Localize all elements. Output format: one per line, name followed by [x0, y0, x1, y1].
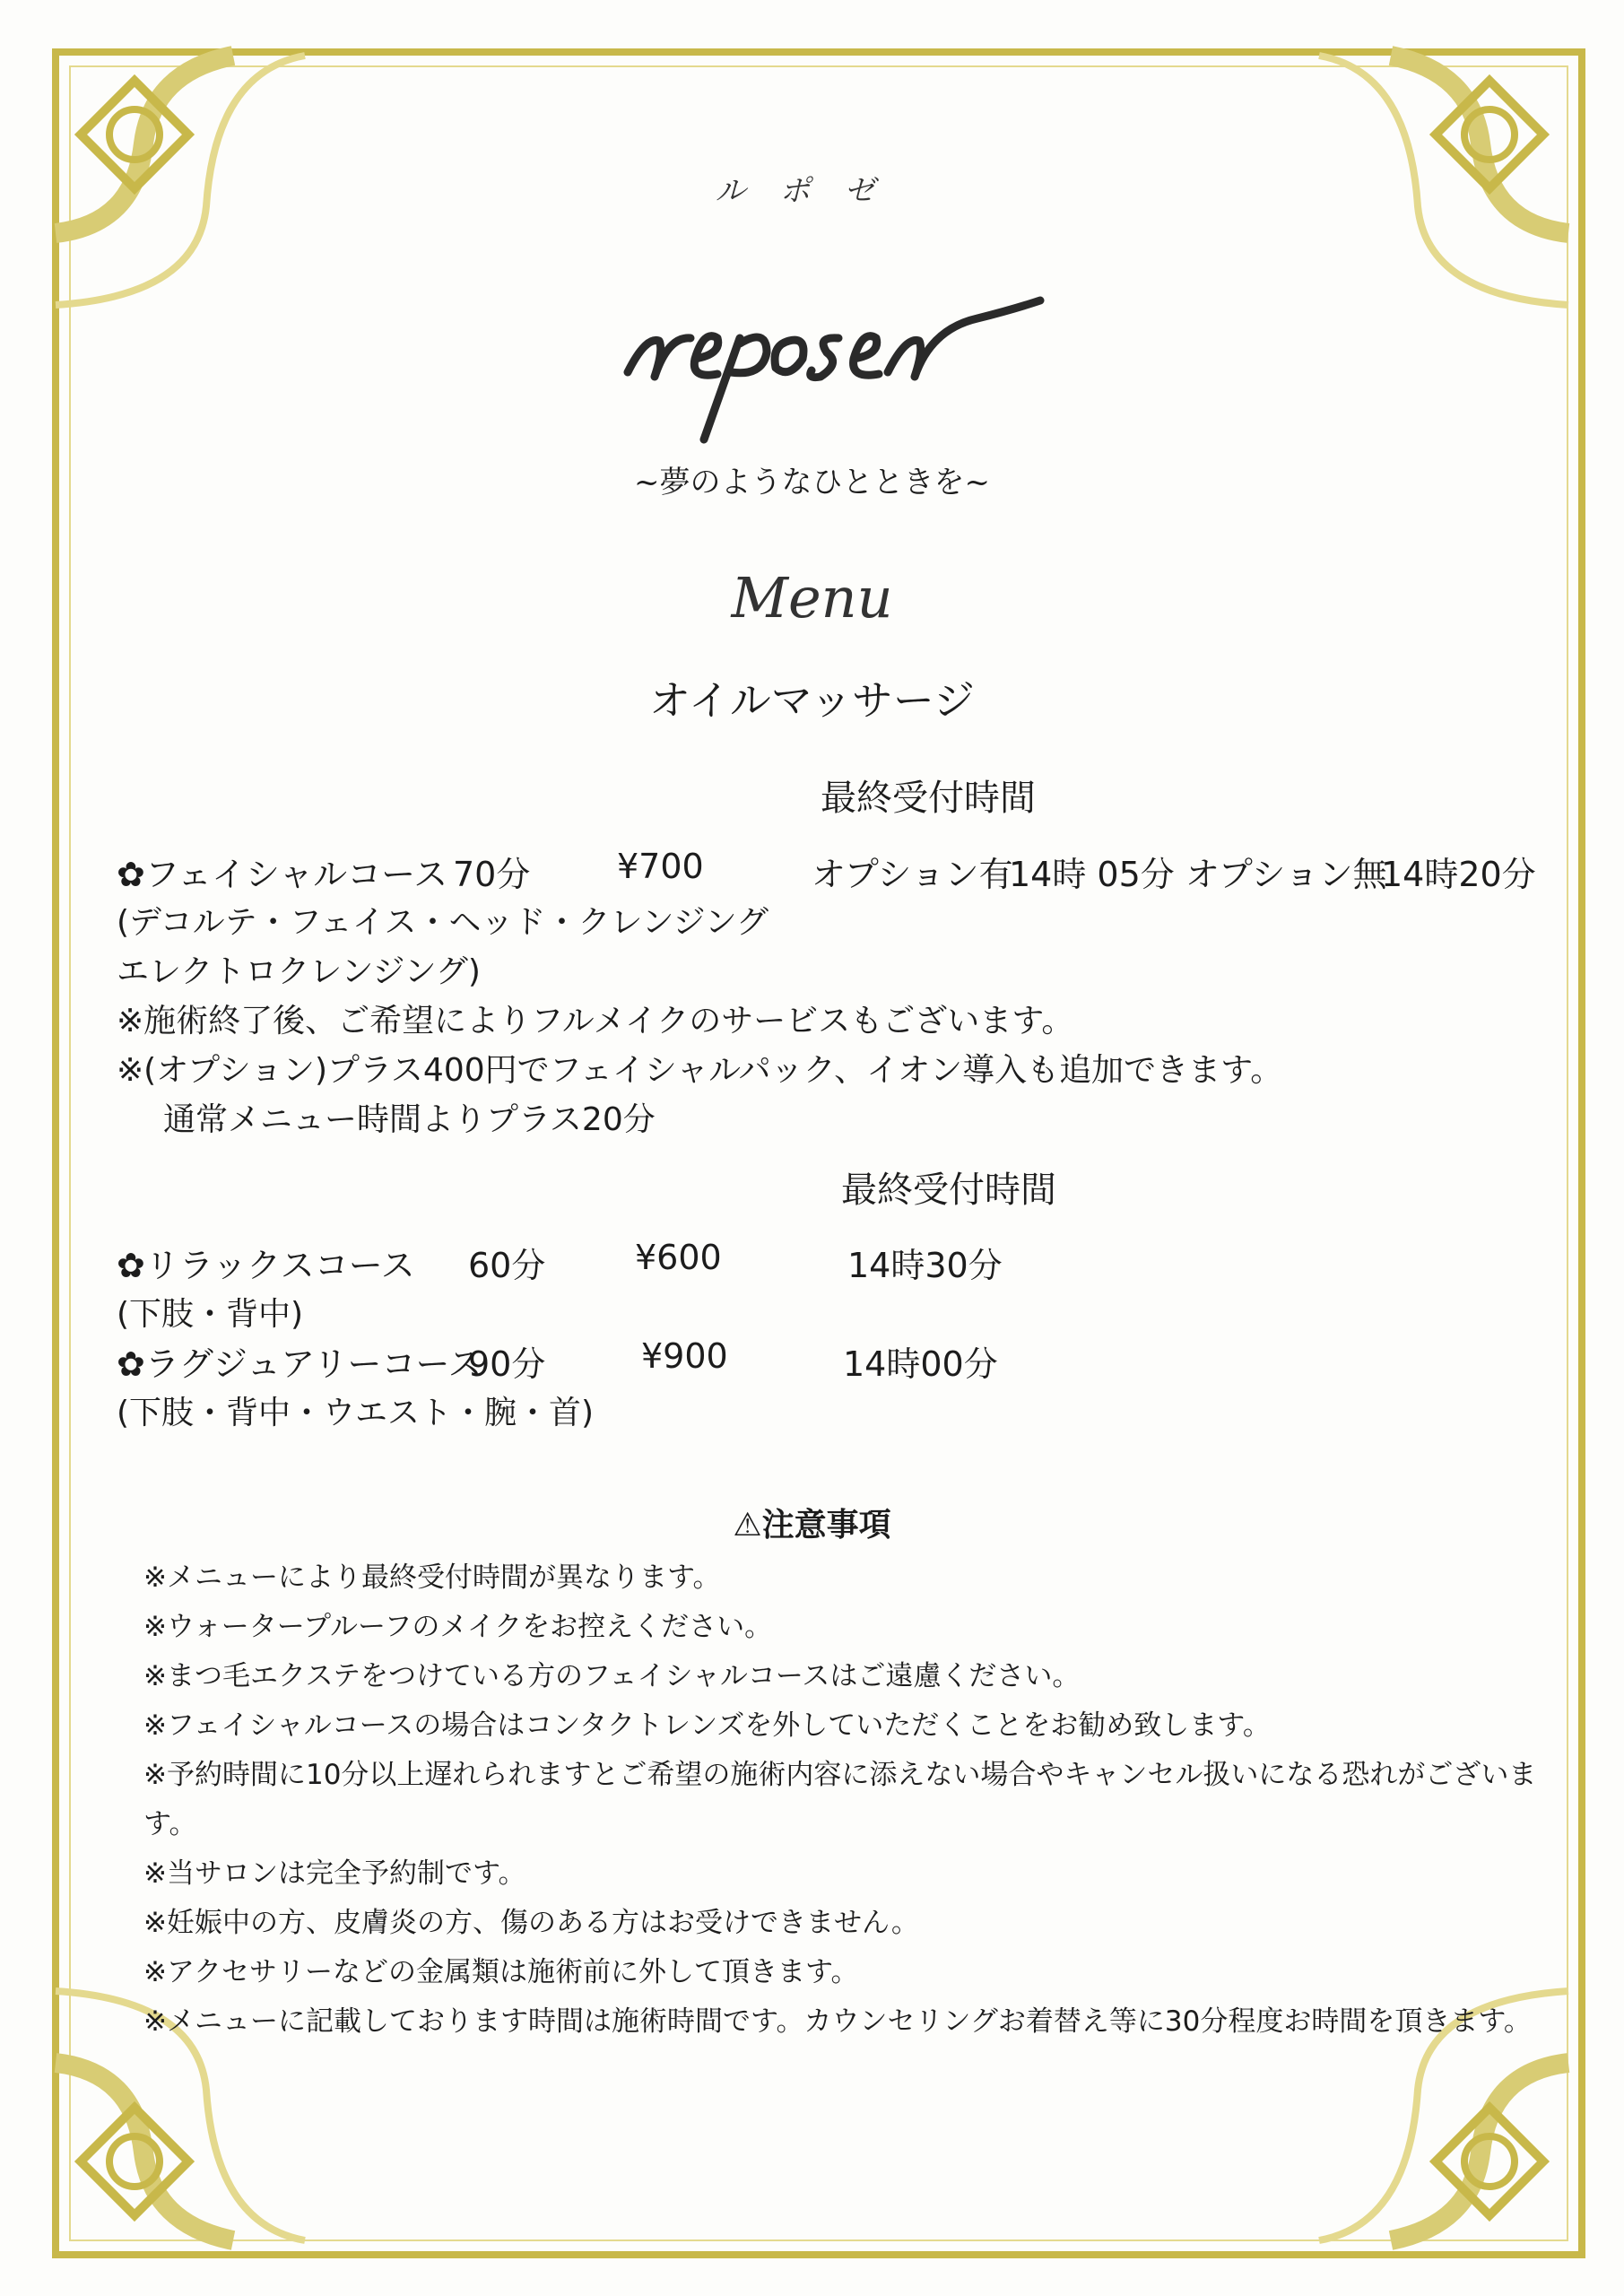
- notice-item: ※予約時間に10分以上遅れられますとご希望の施術内容に添えない場合やキャンセル扱いになる恐れがございま: [143, 1759, 1537, 1791]
- section-title: オイルマッサージ: [649, 676, 975, 725]
- facial-note-1: ※施術終了後、ご希望によりフルメイクのサービスもございます。: [117, 1003, 1074, 1039]
- notice-item: ※アクセサリーなどの金属類は施術前に外して頂きます。: [143, 1956, 859, 1988]
- brand-ruby: ルポゼ: [715, 173, 909, 209]
- notice-item: ※妊娠中の方、皮膚炎の方、傷のある方はお受けできません。: [143, 1907, 919, 1939]
- facial-without-option-label: オプション無: [1185, 855, 1387, 894]
- facial-course-name: ✿フェイシャルコース: [117, 855, 448, 894]
- brand-logo: [619, 274, 1049, 444]
- facial-note-3: 通常メニュー時間よりプラス20分: [163, 1101, 656, 1138]
- notice-item: ※当サロンは完全予約制です。: [143, 1857, 526, 1890]
- notice-item: ※メニューに記載しております時間は施術時間です。カウンセリングお着替え等に30分程度お時間を頂きます。: [143, 2005, 1532, 2038]
- facial-course-price: ¥700: [617, 847, 704, 886]
- facial-detail-1: (デコルテ・フェイス・ヘッド・クレンジング: [117, 904, 769, 941]
- notice-item: ※まつ毛エクステをつけている方のフェイシャルコースはご遠慮ください。: [143, 1660, 1081, 1692]
- facial-detail-2: エレクトロクレンジング): [117, 953, 481, 990]
- notice-item: ※メニューにより最終受付時間が異なります。: [143, 1561, 721, 1594]
- tagline: ~夢のようなひとときを~: [634, 465, 990, 500]
- luxury-course-duration: 90分: [468, 1344, 546, 1384]
- facial-without-option-time: 14時20分: [1381, 855, 1536, 894]
- relax-course-detail: (下肢・背中): [117, 1296, 304, 1333]
- facial-note-2: ※(オプション)プラス400円でフェイシャルパック、イオン導入も追加できます。: [117, 1052, 1283, 1089]
- last-reception-label-2: 最終受付時間: [841, 1170, 1056, 1211]
- facial-with-option-time: 14時 05分: [1009, 855, 1175, 894]
- luxury-course-name: ✿ラグジュアリーコース: [117, 1344, 482, 1384]
- notice-item: ※ウォータープルーフのメイクをお控えください。: [143, 1611, 773, 1643]
- relax-course-name: ✿リラックスコース: [117, 1246, 415, 1285]
- notice-title: ⚠注意事項: [733, 1507, 891, 1544]
- relax-course-price: ¥600: [635, 1238, 722, 1277]
- relax-course-time: 14時30分: [847, 1246, 1003, 1285]
- notice-item: ※フェイシャルコースの場合はコンタクトレンズを外していただくことをお勧め致します。: [143, 1709, 1271, 1742]
- last-reception-label-1: 最終受付時間: [821, 778, 1036, 819]
- facial-with-option-label: オプション有: [812, 855, 1013, 894]
- notice-item-continuation: す。: [143, 1808, 197, 1840]
- facial-course-duration: 70分: [453, 855, 531, 894]
- relax-course-duration: 60分: [468, 1246, 546, 1285]
- luxury-course-time: 14時00分: [843, 1344, 998, 1384]
- luxury-course-detail: (下肢・背中・ウエスト・腕・首): [117, 1395, 595, 1431]
- luxury-course-price: ¥900: [641, 1336, 728, 1376]
- menu-title: Menu: [731, 565, 893, 631]
